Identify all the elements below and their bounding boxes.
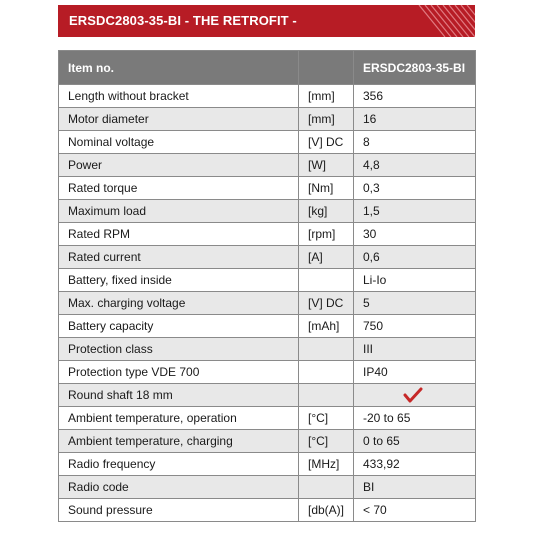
row-label: Rated current [59,246,299,269]
row-label: Sound pressure [59,499,299,522]
row-value: 30 [354,223,476,246]
row-unit: [W] [299,154,354,177]
table-row [59,200,476,223]
table-row [59,361,476,384]
row-label: Max. charging voltage [59,292,299,315]
row-unit: [MHz] [299,453,354,476]
row-unit: [mAh] [299,315,354,338]
row-unit: [V] DC [299,292,354,315]
table-row [59,292,476,315]
row-value: 1,5 [354,200,476,223]
header-item: Item no. [59,51,299,85]
table-row [59,499,476,522]
table-row [59,108,476,131]
row-value: 0,3 [354,177,476,200]
row-value: 356 [354,85,476,108]
row-unit [299,384,354,407]
row-label: Power [59,154,299,177]
table-row [59,476,476,499]
table-row [59,246,476,269]
row-unit: [mm] [299,108,354,131]
row-value: BI [354,476,476,499]
row-unit: [kg] [299,200,354,223]
row-label: Round shaft 18 mm [59,384,299,407]
row-value: 433,92 [354,453,476,476]
checkmark-icon [403,387,423,403]
title-banner [58,5,475,37]
row-value [354,384,476,407]
table-row [59,453,476,476]
row-unit [299,361,354,384]
row-unit: [A] [299,246,354,269]
table-row [59,269,476,292]
row-unit: [mm] [299,85,354,108]
row-value: 750 [354,315,476,338]
row-label: Maximum load [59,200,299,223]
table-row [59,131,476,154]
row-label: Motor diameter [59,108,299,131]
row-label: Rated torque [59,177,299,200]
stripes-decoration [415,5,475,37]
row-label: Rated RPM [59,223,299,246]
row-value: 0 to 65 [354,430,476,453]
table-header-row [59,51,476,85]
row-unit: [°C] [299,430,354,453]
table-row [59,315,476,338]
table-row [59,85,476,108]
row-label: Radio frequency [59,453,299,476]
header-value: ERSDC2803-35-BI [354,51,476,85]
spec-table [58,50,476,522]
row-value: < 70 [354,499,476,522]
table-row [59,384,476,407]
row-label: Protection type VDE 700 [59,361,299,384]
row-value: -20 to 65 [354,407,476,430]
row-value: 8 [354,131,476,154]
row-label: Ambient temperature, charging [59,430,299,453]
row-unit: [Nm] [299,177,354,200]
row-value: Li-Io [354,269,476,292]
row-value: 16 [354,108,476,131]
row-label: Nominal voltage [59,131,299,154]
row-unit [299,338,354,361]
header-unit [299,51,354,85]
row-value: 0,6 [354,246,476,269]
row-unit [299,269,354,292]
row-value: 5 [354,292,476,315]
table-row [59,338,476,361]
table-row [59,223,476,246]
row-unit: [V] DC [299,131,354,154]
row-value: IP40 [354,361,476,384]
row-label: Protection class [59,338,299,361]
table-row [59,177,476,200]
table-row [59,430,476,453]
row-label: Ambient temperature, operation [59,407,299,430]
row-unit [299,476,354,499]
banner-title: ERSDC2803-35-BI - THE RETROFIT - [69,13,297,28]
row-value: 4,8 [354,154,476,177]
row-label: Radio code [59,476,299,499]
row-label: Length without bracket [59,85,299,108]
row-label: Battery capacity [59,315,299,338]
table-row [59,154,476,177]
row-unit: [db(A)] [299,499,354,522]
row-value: III [354,338,476,361]
row-label: Battery, fixed inside [59,269,299,292]
row-unit: [rpm] [299,223,354,246]
table-row [59,407,476,430]
row-unit: [°C] [299,407,354,430]
